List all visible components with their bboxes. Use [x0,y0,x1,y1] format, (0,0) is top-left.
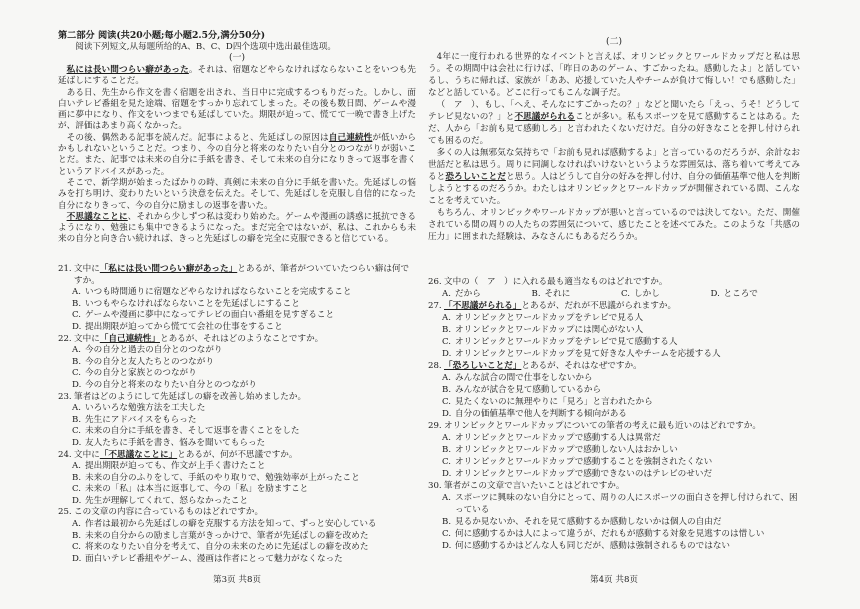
option-a [58,461,416,473]
underlined-phrase: 不思議なことに [66,211,128,222]
option-d [58,322,416,334]
question-stem-text [74,334,416,346]
passage [58,65,416,246]
text-run: そこで、新学期が始まったばかりの時、真剣に未来の自分に手紙を書いた。先延ばしの悩みを打ち明け、変わりたいという決意を伝えた。そして、先延ばしを克服し自信的になった自分になりきって、今の自分に励ましの返事を書いた。 [58,177,416,211]
option-list [428,492,800,552]
option-d [428,540,800,552]
option-label: A. [72,345,81,356]
option-label: A. [72,519,81,530]
question-number: 26. [428,277,442,287]
text-run: 筆者がこの文章で言いたいことはどれですか。 [444,481,625,491]
question-stem-text [74,392,416,404]
option-label: B. [442,325,452,335]
option-text: オリンピックとワールドカップで感動することを強制されたくない [455,457,713,467]
option-c [58,542,416,554]
option-label: C. [621,289,631,299]
text-run: が低いからかもしれないということだ。つまり、今の自分と将来のなりたい自分とのつながりが弱いことだ。また、記事では未来の自分に手紙を書き、そして未来の自分になりきって返事を書くというアドバイスがあった。 [58,132,416,177]
option-a [442,288,532,300]
option-label: A. [442,433,451,443]
option-list [428,288,800,300]
option-label: D. [72,495,82,506]
option-label: A. [442,289,451,299]
option-text: いろいろな勉強方法を工夫した [85,403,206,414]
option-text: 未来の自分に手紙を書き、そして返事を書くことをした [85,426,300,437]
passage-paragraph [58,88,416,133]
option-list [428,432,800,480]
option-text: 今の自分と過去の自分とのつながり [85,345,223,356]
option-d [428,468,800,480]
option-text: 未来の自分からの励まし言葉がきっかけで、筆者が先延ばしの癖を改めた [85,530,369,541]
option-text: オリンピックとワールドカップで感動しない人はおかしい [455,445,678,455]
option-label: B. [72,530,82,541]
text-run: 4年に一度行われる世界的なイベントと言えば、オリンピックとワールドカップだと私は思う。その期間中は会社に行けば、「昨日のあのゲーム、すごかったね。感動したよ」と話しているし、うちに帰れば、家族が「ああ、応援していた人やチームが負けて悔しい！でも感動した」などと話している。どこに行ってもこんな調子だ。 [428,52,800,98]
text-run: 筆者はどのようにして先延ばしの癖を改善し始めましたか。 [74,391,307,402]
question-stem-text [444,480,800,492]
question [58,507,416,565]
text-run: 文中の（ ア ）に入れる最も適当なものはどれですか。 [444,277,668,287]
option-text: オリンピックとワールドカップで感動する人は異常だ [455,433,661,443]
option-text: 今の自分と将来のなりたい自分とのつながり [85,379,257,390]
underlined-phrase: 「自己連続性」 [99,333,160,344]
option-label: C. [72,368,82,379]
option-text: みんな試合の間で仕事をしないから [455,373,593,383]
option-text: ゲームや漫画に夢中になってテレビの面白い番組を見すぎること [85,310,335,321]
option-list [58,519,416,565]
right-page [428,0,800,609]
question-stem-text [444,420,800,432]
question [428,480,800,552]
text-run: この文章の内容に合っているものはどれですか。 [74,507,264,518]
option-text: 先生が理解してくれて、怒らなかったこと [85,495,249,506]
option-text: だから [455,289,481,299]
underlined-phrase: 恐ろしいことだ [445,172,506,182]
option-text: 何に感動するかはどんな人も同じだが、感動は強制されるものではない [455,541,731,551]
option-text: 面白いテレビ番組やゲーム、漫画は作者にとって魅力がなくなった [85,553,343,564]
question-list [428,276,800,552]
option-list [428,312,800,360]
question-number: 21. [58,264,72,274]
passage-paragraph [428,51,800,99]
question-stem-text [444,360,800,372]
option-label: D. [442,469,452,479]
option-label: B. [72,472,82,483]
option-label: D. [72,321,82,332]
question-stem [428,360,800,372]
question [58,264,416,334]
question-stem [428,480,800,492]
question-number: 23. [58,391,72,402]
option-b [58,531,416,543]
option-label: B. [442,385,452,395]
option-text: 友人たちに手紙を書き、悩みを聞いてもらった [85,437,266,448]
text-run: とあるが、何が不思議ですか。 [177,449,298,460]
option-text: 見るか見ないか、それを見て感動するか感動しないかは個人の自由だ [455,517,722,527]
question-number: 24. [58,449,72,460]
option-label: D. [442,409,452,419]
option-a [428,312,800,324]
question-number: 25. [58,507,72,518]
option-d [58,496,416,508]
option-text: 今の自分と友人たちとのつながり [85,356,214,367]
passage-paragraph [58,178,416,212]
question-stem [58,392,416,404]
option-label: B. [531,289,541,299]
question-stem-text [74,450,416,462]
question-number: 22. [58,333,72,344]
option-text: それに [544,289,571,299]
passage [428,51,800,243]
option-text: 今の自分と家族とのつながり [85,368,197,379]
text-run: とあるが、それはなぜですか。 [521,361,642,371]
option-label: C. [442,337,452,347]
question-stem [428,300,800,312]
passage-paragraph [428,207,800,243]
option-label: C. [72,484,82,495]
passage-paragraph [58,212,416,246]
question-number: 29. [428,421,442,431]
option-label: B. [72,298,82,309]
page-footer: 第4页 共8页 [589,575,639,585]
option-text: いつもやらなければならないことを先延ばしにすること [85,298,300,309]
passage-label: (二) [605,37,623,47]
question-list [58,264,416,565]
option-text: 作者は最初から先延ばしの癖を克服する方法を知って、ずっと安心している [85,519,377,530]
question-stem [428,276,800,288]
option-b [58,473,416,485]
option-text: 提出期限が迫っても、作文が上手く書けたこと [85,461,266,472]
question-stem [58,450,416,462]
option-a [428,372,800,384]
option-label: A. [442,493,451,503]
question-stem-text [444,300,800,312]
option-label: C. [442,457,452,467]
option-a [428,492,800,516]
option-d [711,288,801,300]
option-c [621,288,711,300]
passage-paragraph [58,65,416,88]
option-c [428,396,800,408]
text-run: ある日、先生から作文を書く宿題を出され、当日中に完成するつもりだった。しかし、面白いテレビ番組を見た途端、宿題をすっかり忘れてしまった。その後も数日間、ゲームや漫画に夢中になり、作文をいつまでも延ばしていた。期限が迫って、慌てて一晩で書き上げたが、評価はあまり高くなかった。 [58,87,416,132]
option-label: D. [442,349,452,359]
option-b [428,324,800,336]
option-text: オリンピックとワールドカップを見て好きな人やチームを応援する人 [455,349,721,359]
question [58,392,416,450]
option-c [428,528,800,540]
option-text: 未来の自分のふりをして、手紙のやり取りで、勉強効率が上がったこと [85,472,360,483]
text-run: ことが多い。私もスポーツを見て感動することはある。ただ、人から「お前も見て感動しろ」と言われたくないだけだ。自分の好きなことを押し付けられても困るのだ。 [428,112,800,146]
underlined-phrase: 「不思議がられる」 [444,301,522,311]
underlined-phrase: 不思議がられる [514,112,576,122]
underlined-phrase: 私には長い間つらい癖があった [66,65,189,75]
question [428,360,800,420]
option-b [428,384,800,396]
text-run: とあるが、だれが不思議がられますか。 [521,301,677,311]
question [428,276,800,300]
option-c [428,456,800,468]
text-run: 文中に [74,264,100,274]
text-run: 、それから少しずつ私は変わり始めた。ゲームや漫画の誘惑に抵抗できるようになり、勉強にも集中できるようになった。まだ完全ではないが、私は、これからも未来の自分と向き合い続ければ、きっと先延ばしの癖を完全に克服できると信じている。 [58,211,416,245]
option-text: 未来の「私」は本当に返事して、今の「私」を励ますこと [85,484,309,495]
passage-paragraph [58,133,416,178]
text-run: その後、偶然ある記事を読んだ。記事によると、先延ばしの原因は [66,132,329,143]
instructions: 阅读下列短文,从每题所给的A、B、C、D四个选项中选出最佳选项。 [75,42,336,52]
option-a [58,403,416,415]
option-list [58,287,416,333]
option-label: A. [72,461,81,472]
option-a [58,519,416,531]
option-text: オリンピックとワールドカップで感動できないのはテレビのせいだ [455,469,713,479]
left-page [58,0,416,609]
option-d [58,380,416,392]
question-stem [58,507,416,519]
text-run: 文中に [74,333,100,344]
text-run: と思う。人はどうして自分の好みを押し付け、自分の価値基準で他人を判断しようとするのだろうか。わたしはオリンピックとワールドカップが開催されている間、こんなことを考えていた。 [428,172,800,206]
text-run: とあるが、それはどのようなことですか。 [159,333,324,344]
option-d [58,554,416,566]
option-label: D. [72,437,82,448]
option-b [428,516,800,528]
option-b [58,357,416,369]
text-run: 。それは、宿題などやらなければならないことをいつも先延ばしにすることだ。 [58,65,416,87]
question-number: 27. [428,301,442,311]
option-label: A. [442,313,451,323]
option-c [58,310,416,322]
underlined-phrase: 自己連続性 [328,132,373,143]
option-label: C. [442,397,452,407]
question-stem [58,264,416,287]
option-a [428,432,800,444]
option-label: C. [72,542,82,553]
option-label: A. [72,287,81,298]
option-text: ところで [723,289,758,299]
option-label: D. [710,289,720,299]
option-text: 提出期限が迫ってから慌てて会社の仕事をすること [85,321,283,332]
option-list [58,461,416,507]
option-b [532,288,622,300]
option-text: みんなが試合を見て感動しているから [455,385,602,395]
option-b [58,415,416,427]
option-text: 将来のなりたい自分を考えて、自分の未来のために先延ばしの癖を改めた [85,542,369,553]
option-c [58,484,416,496]
question-stem [58,334,416,346]
question [58,450,416,508]
option-label: B. [72,356,82,367]
option-text: 先生にアドバイスをもらった [85,414,197,425]
option-list [58,403,416,449]
option-text: 見たくないのに無理やりに「見ろ」と言われたから [455,397,653,407]
option-text: オリンピックとワールドカップをテレビで見て感動する人 [455,337,678,347]
passage-paragraph [428,99,800,147]
question-number: 30. [428,481,442,491]
option-label: C. [72,310,82,321]
passage-label: (一) [228,53,246,63]
underlined-phrase: 「私には長い間つらい癖があった」 [99,264,238,274]
text-run: 多くの人は無邪気な気持ちで「お前も見れば感動するよ」と言っているのだろうが、余計なお世話だと私は思う。周りに同調しなければいけないというような雰囲気は、落ち着いて考えてみると [428,148,800,182]
option-text: 何に感動するかは人によって違うが、だれもが感動する対象を見逃すのは惜しい [455,529,765,539]
option-d [428,408,800,420]
option-list [428,372,800,420]
option-list [58,345,416,391]
option-label: D. [442,541,452,551]
option-a [58,345,416,357]
page-footer: 第3页 共8页 [212,575,262,585]
option-d [58,438,416,450]
option-c [58,426,416,438]
option-label: A. [442,373,451,383]
question-stem-text [74,264,416,287]
option-text: 自分の価値基準で他人を判断する傾向がある [455,409,627,419]
passage-paragraph [428,147,800,207]
option-a [58,287,416,299]
option-label: C. [442,529,452,539]
option-label: B. [442,445,452,455]
option-c [58,368,416,380]
option-text: オリンピックとワールドカップをテレビで見る人 [455,313,644,323]
question-stem [428,420,800,432]
underlined-phrase: 「不思議なことに」 [99,449,178,460]
option-text: スポーツに興味のない自分にとって、周りの人にスポーツの面白さを押し付けられて、困っている [455,493,798,515]
section-header: 第二部分 阅读(共20小题;每小题2.5分,满分50分) [58,30,266,41]
option-label: D. [72,379,82,390]
option-b [58,299,416,311]
text-run: とあるが、筆者がついていたつらい癖は何ですか。 [74,264,410,286]
option-label: D. [72,553,82,564]
option-label: B. [72,414,82,425]
option-label: A. [72,403,81,414]
text-run: もちろん、オリンピックやワールドカップが悪いと言っているのでは決してない。ただ、開催されている間の周りの人たちの雰囲気について、感じたことを述べてみた。このような「共感の圧力」に囲まれた経験は、みなさんにもあるだろうか。 [428,208,800,242]
underlined-phrase: 「恐ろしいことだ」 [444,361,522,371]
option-text: しかし [634,289,660,299]
option-c [428,336,800,348]
question [428,300,800,360]
question [58,334,416,392]
option-label: C. [72,426,82,437]
option-b [428,444,800,456]
text-run: （ ア ）、もし、「へえ、そんなにすごかったの？」などと聞いたら「えっ、うそ！どうしてテレビ見ないの？」と [428,100,800,122]
text-run: 文中に [74,449,100,460]
option-d [428,348,800,360]
question-number: 28. [428,361,442,371]
question [428,420,800,480]
option-label: B. [442,517,452,527]
question-stem-text [444,276,800,288]
question-stem-text [74,507,416,519]
option-text: いつも時間通りに宿題などやらなければならないことを完成すること [85,287,352,298]
option-text: オリンピックとワールドカップには関心がない人 [455,325,644,335]
text-run: オリンピックとワールドカップについての筆者の考えに最も近いのはどれですか。 [444,421,761,431]
